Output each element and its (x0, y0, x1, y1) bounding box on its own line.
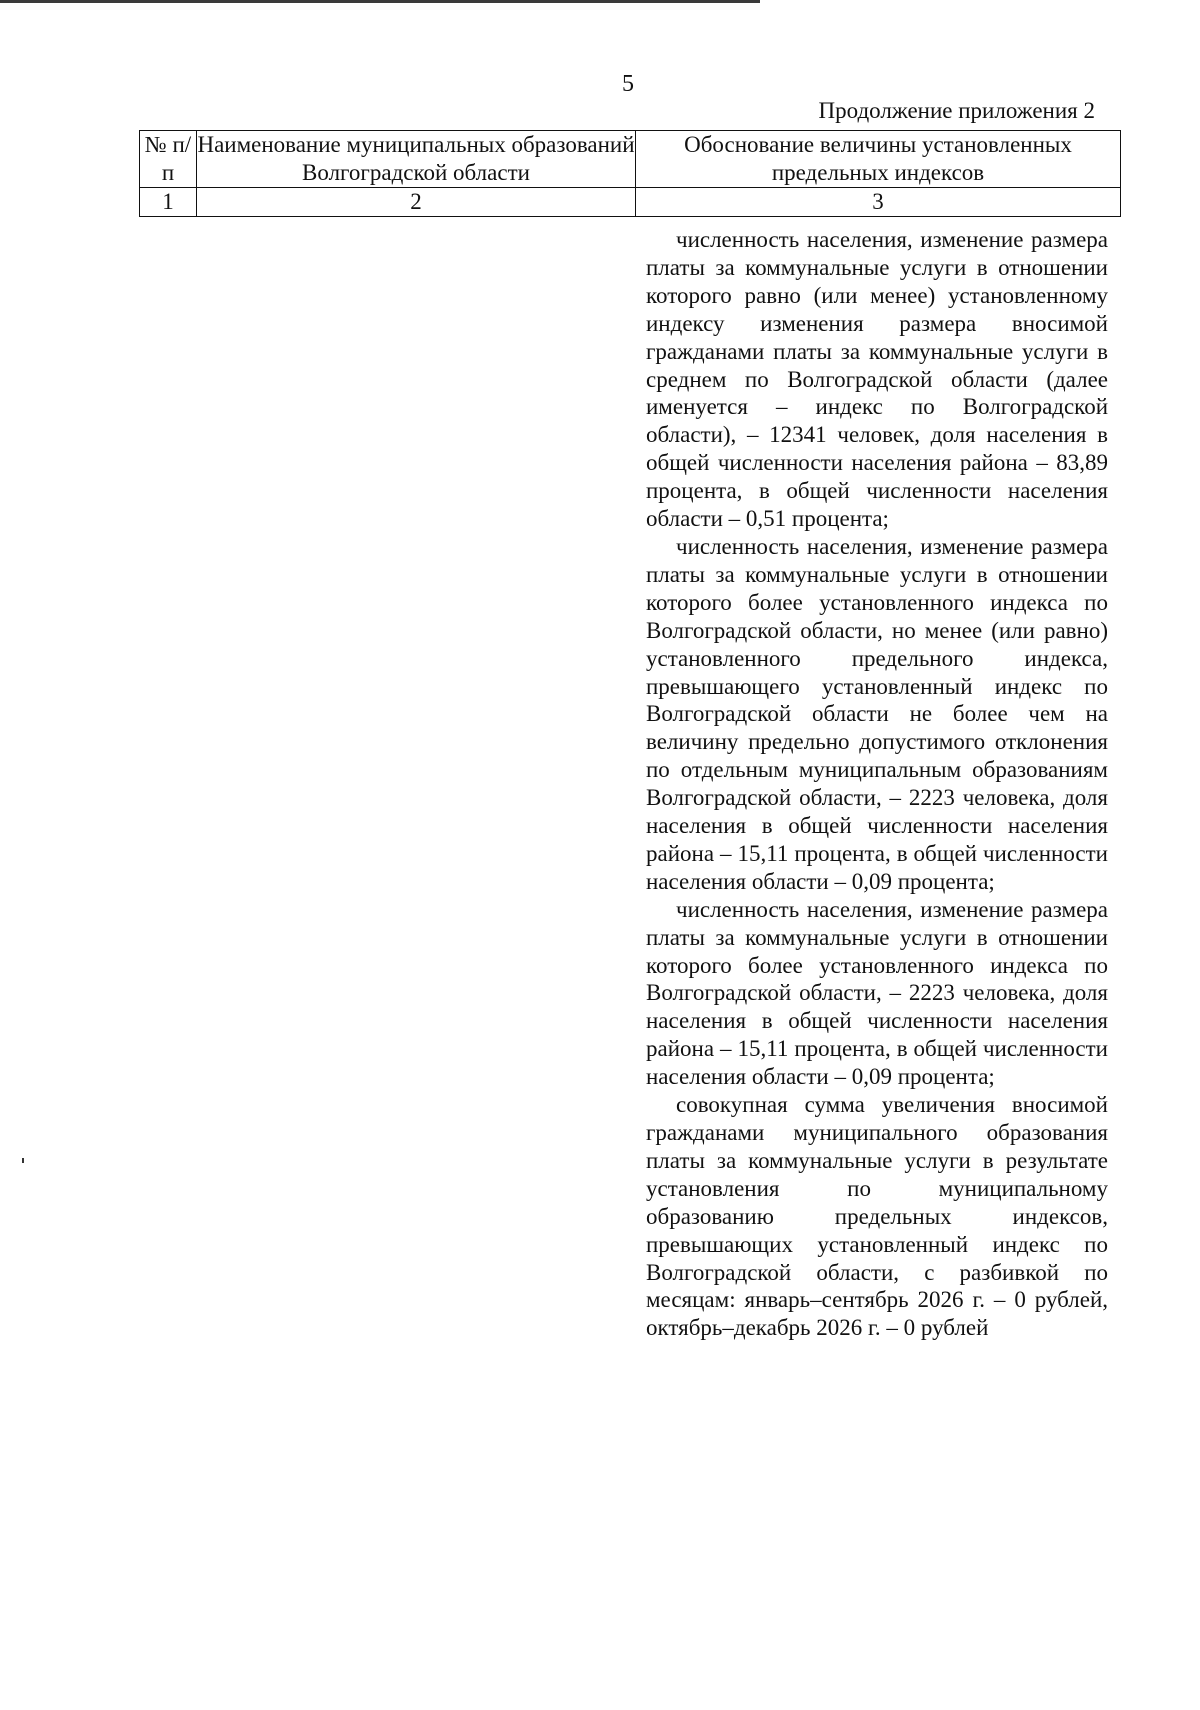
paragraph-population-within-index: численность населения, изменение размера платы за коммунальные услуги в отношении которого равно (или менее) установленному индексу изменения размера вносимой гражданами платы за коммунальные услуги в среднем по Волгоградской области (далее именуется – индекс по Волгоградской области), – 12341 человек, доля населения в общей численности населения района – 83,89 процента, в общей численности населения области – 0,51 процента; (646, 227, 1108, 532)
header-cell-municipality-name: Наименование муниципальных образований Волгоградской области (197, 131, 636, 188)
table-column-number-row (140, 188, 1121, 217)
paragraph-population-above-index: численность населения, изменение размера платы за коммунальные услуги в отношении которого более установленного индекса по Волгоградской области, – 2223 человека, доля населения в общей численности населения района – 15,11 процента, в общей численности населения области – 0,09 процента; (646, 896, 1108, 1090)
header-cell-justification: Обоснование величины установленных предельных индексов (636, 131, 1121, 188)
top-scan-rule (0, 0, 760, 3)
column-number-2: 2 (197, 188, 636, 217)
header-table (139, 130, 1121, 217)
page-number: 5 (622, 71, 634, 97)
paragraph-total-increase-sum: совокупная сумма увеличения вносимой гражданами муниципального образования платы за коммунальные услуги в результате установления по муниципальному образованию предельных индексов, превышающих установленный индекс по Волгоградской области, с разбивкой по месяцам: январь–сентябрь 2026 г. – 0 рублей, октябрь–декабрь 2026 г. – 0 рублей (646, 1092, 1108, 1341)
scan-speck (22, 1158, 24, 1163)
paragraph-population-above-index-within-limit: численность населения, изменение размера платы за коммунальные услуги в отношении которого более установленного индекса по Волгоградской области, но менее (или равно) установленного предельного индекса, превышающего установленный индекс по Волгоградской области не более чем на величину предельно допустимого отклонения по отдельным муниципальным образованиям Волгоградской области, – 2223 человека, доля населения в общей численности населения района – 15,11 процента, в общей численности населения области – 0,09 процента; (646, 533, 1108, 894)
column-number-3: 3 (636, 188, 1121, 217)
header-cell-number: № п/п (140, 131, 197, 188)
column-number-1: 1 (140, 188, 197, 217)
table-header-row (140, 131, 1121, 188)
appendix-continuation-label: Продолжение приложения 2 (818, 98, 1095, 123)
justification-text-column (646, 226, 1108, 1342)
